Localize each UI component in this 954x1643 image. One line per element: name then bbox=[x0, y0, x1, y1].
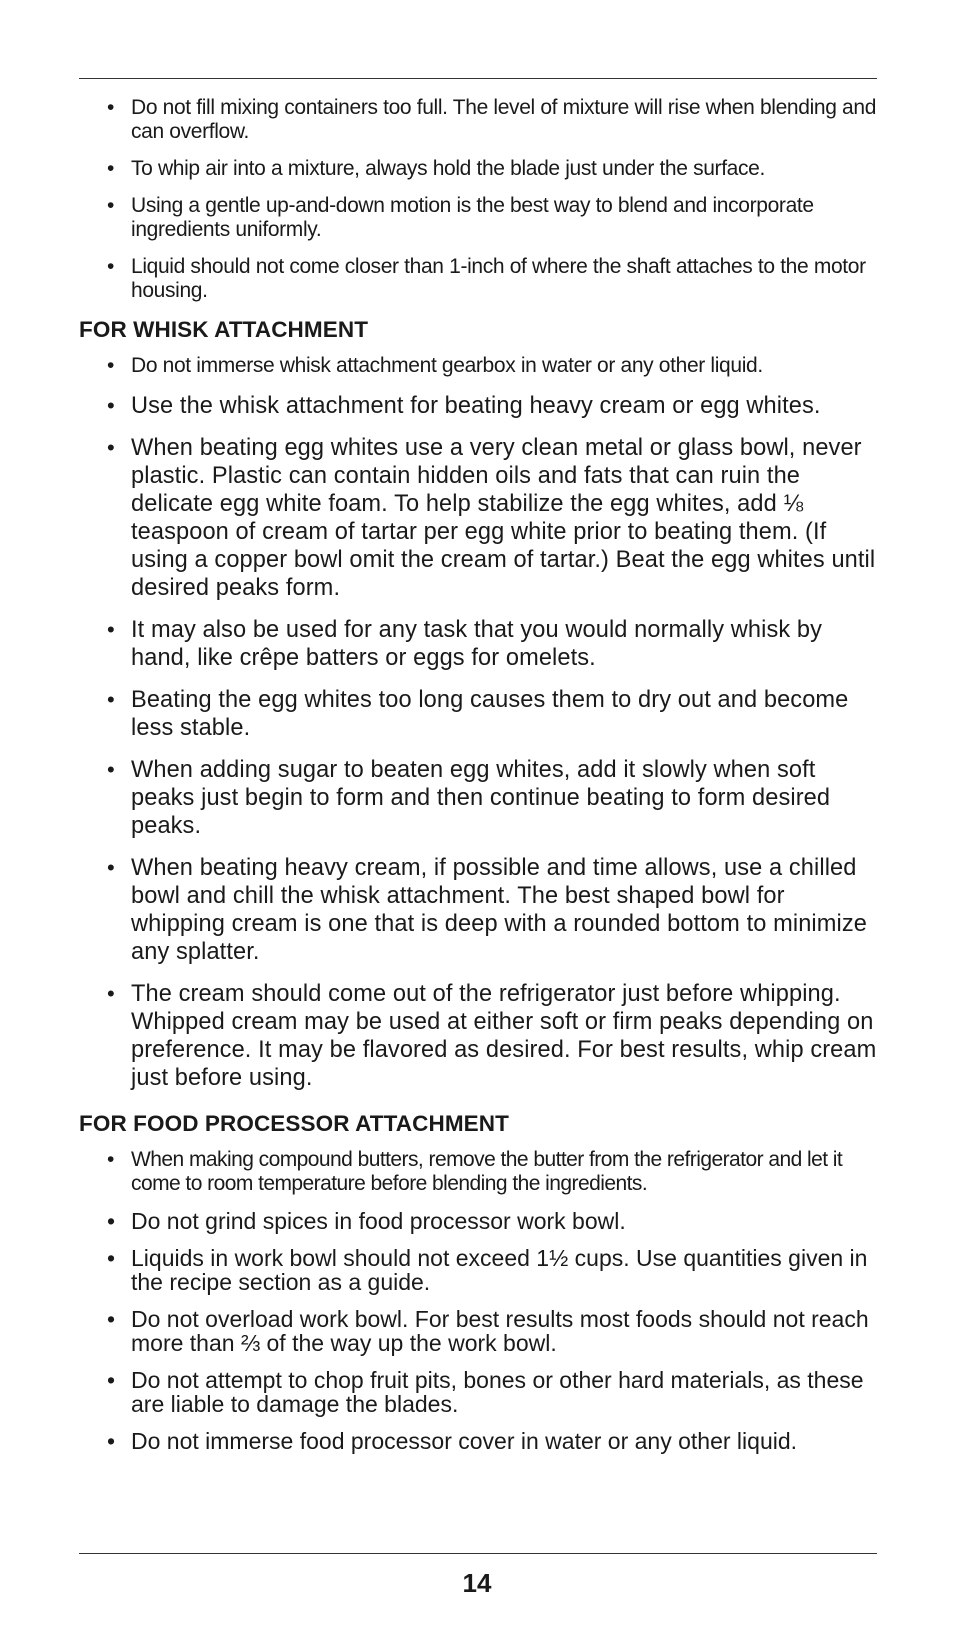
list-item: • Do not fill mixing containers too full. The level of mixture will rise when blending and can overflow. bbox=[79, 96, 879, 144]
list-item: • Do not grind spices in food processor work bowl. bbox=[79, 1209, 879, 1233]
intro-list bbox=[79, 96, 879, 303]
list-item: • When adding sugar to beaten egg whites, add it slowly when soft peaks just begin to form and then continue beating to form desired peaks. bbox=[79, 756, 879, 840]
list-item: • Do not attempt to chop fruit pits, bones or other hard materials, as these are liable to damage the blades. bbox=[79, 1368, 879, 1416]
page-content bbox=[79, 96, 879, 1466]
list-item: • Do not overload work bowl. For best results most foods should not reach more than ⅔ of the way up the work bowl. bbox=[79, 1307, 879, 1355]
food-processor-list-continued bbox=[79, 1209, 879, 1453]
list-item: • When making compound butters, remove the butter from the refrigerator and let it come to room temperature before blending the ingredients. bbox=[79, 1148, 879, 1196]
page-number: 14 bbox=[462, 1568, 492, 1598]
top-rule bbox=[79, 78, 877, 79]
list-item: • Do not immerse whisk attachment gearbox in water or any other liquid. bbox=[79, 354, 879, 378]
list-item: • Liquid should not come closer than 1-inch of where the shaft attaches to the motor housing. bbox=[79, 255, 879, 303]
bottom-rule bbox=[79, 1553, 877, 1554]
list-item: • Beating the egg whites too long causes them to dry out and become less stable. bbox=[79, 686, 879, 742]
list-item: • Liquids in work bowl should not exceed 1½ cups. Use quantities given in the recipe section as a guide. bbox=[79, 1246, 879, 1294]
list-item: • When beating egg whites use a very clean metal or glass bowl, never plastic. Plastic can contain hidden oils and fats that can ruin the delicate egg white foam. To help stabilize the egg whites, add ⅛ teaspoon of cream of tartar per egg white prior to beating them. (If using a copper bowl omit the cream of tartar.) Beat the egg whites until desired peaks form. bbox=[79, 434, 879, 602]
list-item: • When beating heavy cream, if possible and time allows, use a chilled bowl and chill the whisk attachment. The best shaped bowl for whipping cream is one that is deep with a rounded bottom to minimize any splatter. bbox=[79, 854, 879, 966]
whisk-list bbox=[79, 354, 879, 378]
list-item: • The cream should come out of the refrigerator just before whipping. Whipped cream may be used at either soft or firm peaks depending on preference. It may be flavored as desired. For best results, whip cream just before using. bbox=[79, 980, 879, 1092]
food-processor-section-heading: FOR FOOD PROCESSOR ATTACHMENT bbox=[79, 1111, 509, 1136]
list-item: • Do not immerse food processor cover in water or any other liquid. bbox=[79, 1429, 879, 1453]
list-item: • To whip air into a mixture, always hold the blade just under the surface. bbox=[79, 157, 879, 181]
list-item: • Using a gentle up-and-down motion is the best way to blend and incorporate ingredients uniformly. bbox=[79, 194, 879, 242]
food-processor-list bbox=[79, 1148, 879, 1196]
whisk-list-continued bbox=[79, 392, 879, 1092]
list-item: • It may also be used for any task that you would normally whisk by hand, like crêpe batters or eggs for omelets. bbox=[79, 616, 879, 672]
list-item: • Use the whisk attachment for beating heavy cream or egg whites. bbox=[79, 392, 879, 420]
whisk-section-heading: FOR WHISK ATTACHMENT bbox=[79, 317, 369, 342]
